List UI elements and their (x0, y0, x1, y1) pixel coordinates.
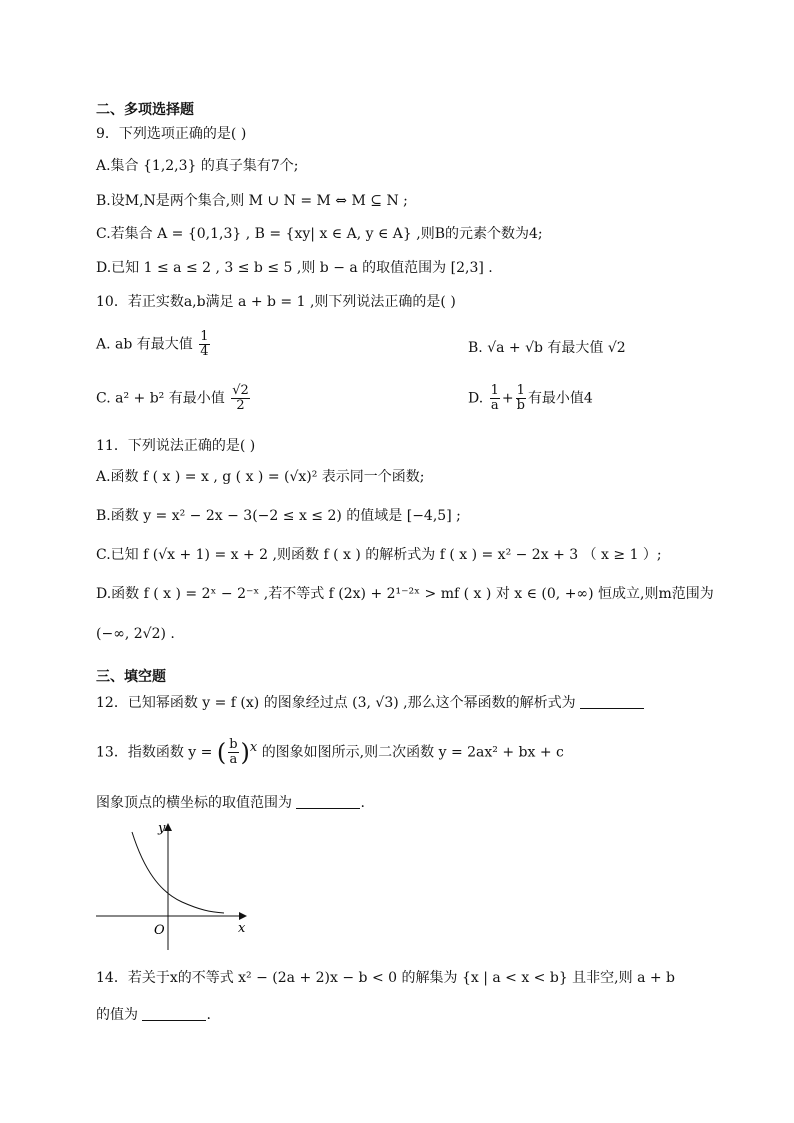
fraction-numerator: 1 (200, 329, 209, 344)
q10-option-c-fraction (231, 384, 250, 413)
q10-row-ab (96, 329, 626, 370)
q9-option-c: C.若集合 A = {0,1,3} , B = {xy| x ∈ A, y ∈ A} ,则B的元素个数为4; (96, 226, 543, 242)
q13-line2 (96, 793, 365, 813)
section-title-multiple-choice: 二、多项选择题 (96, 102, 194, 118)
q9-stem: 9．下列选项正确的是( ) (96, 126, 247, 142)
q11-option-c: C.已知 f (√x + 1) = x + 2 ,则函数 f ( x ) 的解析式为 f ( x ) = x² − 2x + 3 （ x ≥ 1 ）; (96, 547, 662, 563)
section-title-fill-in: 三、填空题 (96, 669, 166, 685)
q13-stem-line2: 图象顶点的横坐标的取值范围为 (96, 795, 292, 811)
fraction-numerator: 1 (516, 383, 525, 398)
q13-exponent: x (249, 740, 258, 755)
fraction-denominator: 2 (236, 398, 245, 413)
q13-stem-post: 的图象如图所示,则二次函数 y = 2ax² + bx + c (261, 744, 564, 761)
y-axis-label: y (158, 821, 166, 836)
q10-stem: 10．若正实数a,b满足 a + b = 1 ,则下列说法正确的是( ) (96, 294, 456, 310)
q12-text (96, 693, 644, 713)
fraction-denominator: b (516, 398, 525, 413)
q10-option-d-fraction-2 (516, 384, 526, 413)
x-axis-label: x (238, 921, 246, 936)
q10-option-a-text: A. ab 有最大值 (96, 336, 193, 353)
q11-option-b: B.函数 y = x² − 2x − 3(−2 ≤ x ≤ 2) 的值域是 [−4,5] ; (96, 508, 461, 524)
q13-base-fraction (228, 738, 238, 767)
q14-line1: 14．若关于x的不等式 x² − (2a + 2)x − b < 0 的解集为 {x | a < x < b} 且非空,则 a + b (96, 970, 676, 986)
decreasing-exponential-curve (132, 832, 224, 913)
q11-option-d: D.函数 f ( x ) = 2ˣ − 2⁻ˣ ,若不等式 f (2x) + 2¹⁻²ˣ > mf ( x ) 对 x ∈ (0, +∞) 恒成立,则m范围为 (96, 586, 714, 602)
fraction-denominator: a (490, 398, 499, 413)
origin-label: O (154, 923, 165, 938)
q11-stem: 11．下列说法正确的是( ) (96, 438, 256, 454)
q12-answer-blank[interactable] (580, 694, 644, 709)
q10-option-d-fraction-1 (490, 384, 500, 413)
q10-option-d: D. $\frac{1}{a}$ + $\frac{1}{b}$ 有最小值4 (468, 383, 593, 413)
period: . (360, 795, 365, 811)
fraction-denominator: 4 (200, 344, 209, 359)
q10-row-cd (96, 383, 593, 424)
q10-option-d-label: D. (468, 390, 484, 407)
fraction-numerator: b (229, 737, 238, 753)
q14-stem-line2: 的值为 (96, 1007, 138, 1023)
period: . (206, 1007, 211, 1023)
q13-stem-pre: 13．指数函数 y = (96, 744, 213, 761)
q9-option-a: A.集合 {1,2,3} 的真子集有7个; (96, 158, 299, 174)
q13-line1 (96, 738, 564, 778)
exponential-function-graph (92, 818, 262, 954)
paren-right: ) (240, 738, 250, 767)
q10-option-a-fraction (199, 330, 209, 359)
q10-option-c-text: C. a² + b² 有最小值 (96, 390, 225, 407)
q10-option-b: B. √a + √b 有最大值 √2 (468, 340, 626, 356)
q13-answer-blank[interactable] (296, 794, 360, 809)
q11-option-d-continued: (−∞, 2√2) . (96, 626, 175, 642)
q14-answer-blank[interactable] (142, 1006, 206, 1021)
q14-line2 (96, 1005, 211, 1025)
q11-option-a: A.函数 f ( x ) = x , g ( x ) = (√x)² 表示同一个函数; (96, 469, 425, 485)
q12-stem: 12．已知幂函数 y = f (x) 的图象经过点 (3, √3) ,那么这个幂函数的解析式为 (96, 695, 576, 711)
fraction-numerator: √2 (232, 383, 249, 398)
fraction-numerator: 1 (490, 383, 499, 398)
paren-left: ( (216, 738, 227, 767)
fraction-denominator: a (229, 752, 238, 768)
q9-option-d: D.已知 1 ≤ a ≤ 2 , 3 ≤ b ≤ 5 ,则 b − a 的取值范围为 [2,3] . (96, 260, 493, 276)
q9-option-b: B.设M,N是两个集合,则 M ∪ N = M ⇔ M ⊆ N ; (96, 193, 408, 209)
q10-option-d-text: 有最小值4 (527, 390, 593, 407)
